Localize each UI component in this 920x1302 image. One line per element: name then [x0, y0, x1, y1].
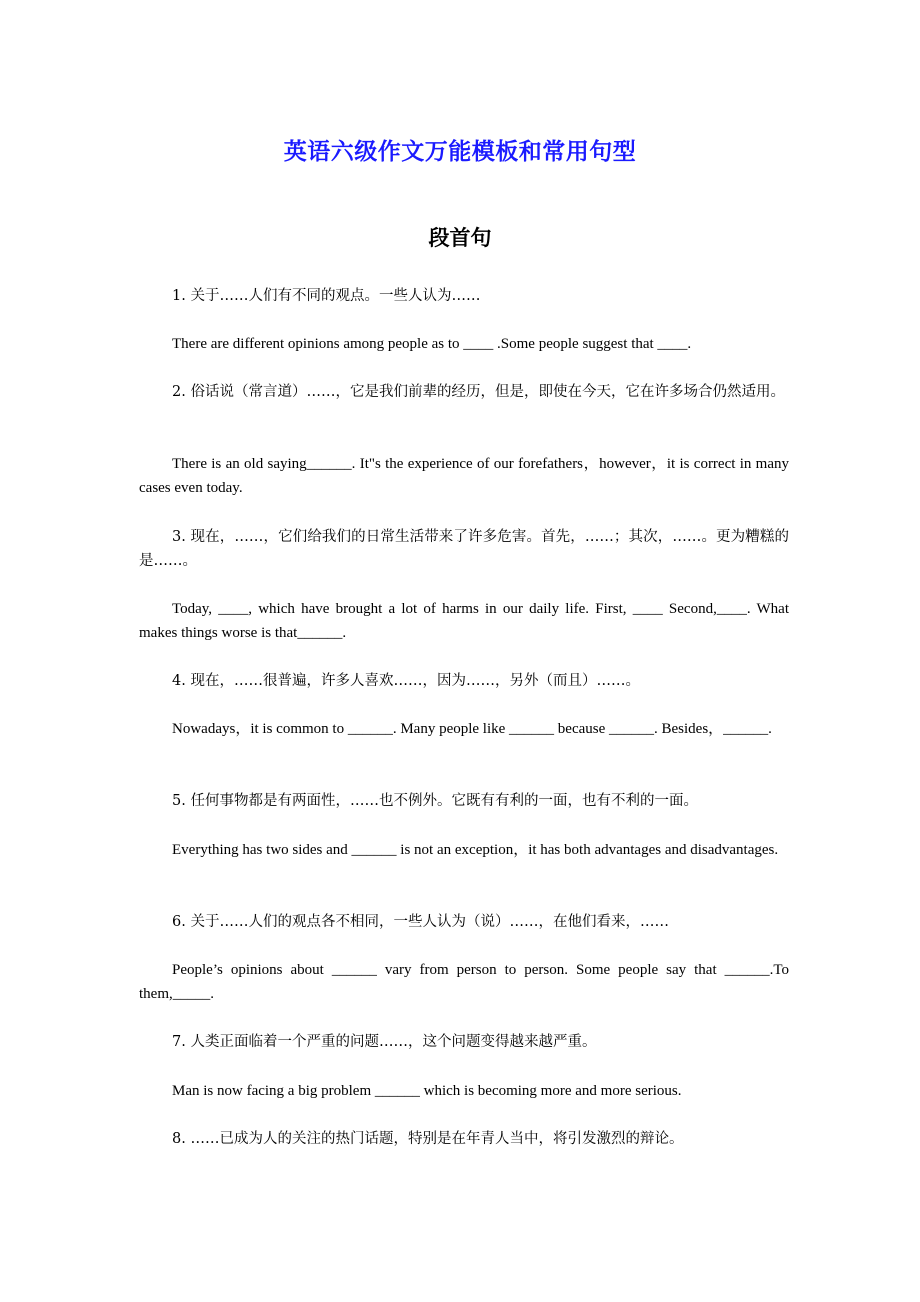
item-5-english: Everything has two sides and ______ is not an exception，it has both advantages and disadvantages. — [172, 842, 779, 858]
item-6-chinese: 6. 关于……人们的观点各不相同，一些人认为（说）……，在他们看来，…… — [172, 914, 669, 930]
section-heading: 段首句 — [428, 226, 492, 250]
document-title: 英语六级作文万能模板和常用句型 — [283, 139, 637, 165]
item-4-chinese: 4. 现在，……很普遍，许多人喜欢……，因为……，另外（而且）……。 — [172, 673, 640, 689]
item-2-english: There is an old saying______. It"s the experience of our forefathers，however，it is correct in many cases even today. — [139, 456, 789, 496]
item-1-chinese: 1. 关于……人们有不同的观点。一些人认为…… — [172, 288, 481, 304]
item-3-chinese: 3. 现在，……，它们给我们的日常生活带来了许多危害。首先，……；其次，……。更为糟糕的是……。 — [139, 529, 789, 569]
item-3-english: Today, ____, which have brought a lot of harms in our daily life. First, ____ Second,____. What makes things worse is that______. — [139, 601, 789, 641]
item-8-chinese: 8. ……已成为人的关注的热门话题，特别是在年青人当中，将引发激烈的辩论。 — [172, 1131, 684, 1147]
item-7-english: Man is now facing a big problem ______ which is becoming more and more serious. — [172, 1083, 682, 1099]
item-6-english: People’s opinions about ______ vary from person to person. Some people say that ______.To them,_____. — [139, 962, 789, 1002]
item-5-chinese: 5. 任何事物都是有两面性，……也不例外。它既有有利的一面，也有不利的一面。 — [172, 793, 698, 809]
item-2-chinese: 2. 俗话说（常言道）……，它是我们前辈的经历，但是，即使在今天，它在许多场合仍然适用。 — [172, 384, 785, 400]
item-1-english: There are different opinions among people as to ____ .Some people suggest that ____. — [172, 336, 692, 352]
item-7-chinese: 7. 人类正面临着一个严重的问题……，这个问题变得越来越严重。 — [172, 1034, 597, 1050]
item-4-english: Nowadays，it is common to ______. Many people like ______ because ______. Besides，______. — [172, 721, 772, 737]
